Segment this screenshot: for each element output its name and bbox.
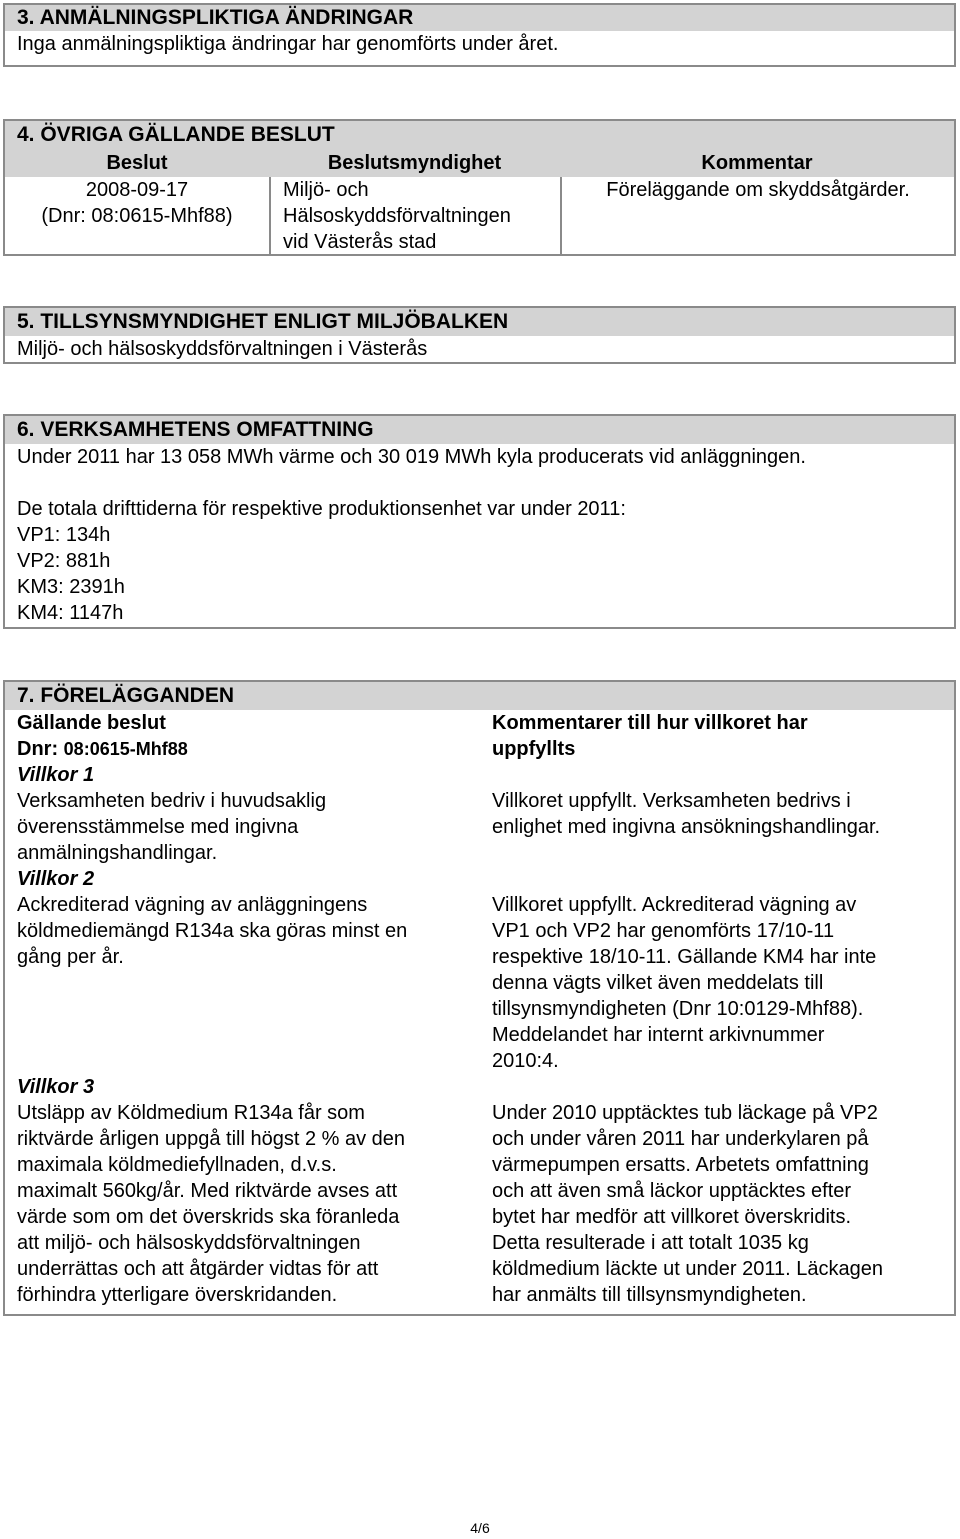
page-number: 4/6 (470, 1520, 490, 1536)
comments-column (475, 710, 954, 1310)
villkor-1-text-2: överensstämmelse med ingivna (17, 816, 299, 838)
section-4-table-row (5, 177, 954, 254)
villkor-3-text-5: värde som om det överskrids ska föranleda (17, 1206, 400, 1228)
gallande-beslut-heading: Gällande beslut (17, 712, 166, 734)
villkor-1-text-3: anmälningshandlingar. (17, 842, 218, 864)
villkor-3-text-1: Utsläpp av Köldmedium R134a får som (17, 1102, 365, 1124)
myndighet-line-1: Miljö- och (283, 179, 369, 201)
runtime-km3: KM3: 2391h (17, 576, 125, 598)
section-4 (3, 119, 956, 256)
beslut-date: 2008-09-17 (85, 179, 189, 201)
header-kommentar: Kommentar (701, 152, 813, 174)
villkor-2-label: Villkor 2 (17, 868, 95, 890)
section-3-title: 3. ANMÄLNINGSPLIKTIGA ÄNDRINGAR (5, 5, 954, 31)
villkor-3-comment-6: Detta resulterade i att totalt 1035 kg (492, 1232, 809, 1254)
comments-heading-2: uppfyllts (492, 738, 576, 760)
comments-heading-1: Kommentarer till hur villkoret har (492, 712, 808, 734)
villkor-3-comment-1: Under 2010 upptäcktes tub läckage på VP2 (492, 1102, 878, 1124)
header-beslut: Beslut (106, 152, 168, 174)
villkor-2-comment-7: 2010:4. (492, 1050, 559, 1072)
kommentar-text: Föreläggande om skyddsåtgärder. (606, 179, 910, 201)
villkor-2-comment-1: Villkoret uppfyllt. Ackrediterad vägning av (492, 894, 857, 916)
section-3 (3, 3, 956, 67)
villkor-3-comment-2: och under våren 2011 har underkylaren på (492, 1128, 869, 1150)
villkor-3-text-6: att miljö- och hälsoskyddsförvaltningen (17, 1232, 361, 1254)
villkor-2-comment-6: Meddelandet har internt arkivnummer (492, 1024, 825, 1046)
beslut-dnr: (Dnr: 08:0615-Mhf88) (41, 205, 233, 227)
section-4-title: 4. ÖVRIGA GÄLLANDE BESLUT (5, 121, 954, 149)
villkor-2-comment-5: tillsynsmyndigheten (Dnr 10:0129-Mhf88). (492, 998, 864, 1020)
section-4-table-header (5, 149, 954, 177)
section-5-text: Miljö- och hälsoskyddsförvaltningen i Västerås (17, 338, 428, 360)
villkor-1-comment-1: Villkoret uppfyllt. Verksamheten bedrivs i (492, 790, 851, 812)
villkor-3-comment-8: har anmälts till tillsynsmyndigheten. (492, 1284, 807, 1306)
villkor-3-text-3: maximala köldmediefyllnaden, d.v.s. (17, 1154, 337, 1176)
runtime-vp2: VP2: 881h (17, 550, 111, 572)
cell-myndighet (269, 177, 560, 254)
myndighet-line-2: Hälsoskyddsförvaltningen (283, 205, 511, 227)
villkor-3-label: Villkor 3 (17, 1076, 95, 1098)
villkor-2-text-3: gång per år. (17, 946, 124, 968)
villkor-2-text-2: köldmediemängd R134a ska göras minst en (17, 920, 408, 942)
villkor-3-text-2: riktvärde årligen uppgå till högst 2 % av den (17, 1128, 406, 1150)
villkor-3-comment-5: bytet har medför att villkoret överskridits. (492, 1206, 852, 1228)
villkor-2-comment-2: VP1 och VP2 har genomförts 17/10-11 (492, 920, 835, 942)
section-6 (3, 414, 956, 629)
section-6-production: Under 2011 har 13 058 MWh värme och 30 019 MWh kyla producerats vid anläggningen. (17, 446, 806, 468)
villkor-2-text-1: Ackrediterad vägning av anläggningens (17, 894, 368, 916)
dnr-line (17, 736, 475, 762)
villkor-3-comment-3: värmepumpen ersatts. Arbetets omfattning (492, 1154, 869, 1176)
villkor-1-comment-2: enlighet med ingivna ansökningshandlingar. (492, 816, 881, 838)
villkor-3-comment-4: och att även små läckor upptäcktes efter (492, 1180, 852, 1202)
villkor-3-text-7: underrättas och att åtgärder vidtas för att (17, 1258, 379, 1280)
villkor-3-text-8: förhindra ytterligare överskridanden. (17, 1284, 338, 1306)
dnr-value: 08:0615-Mhf88 (63, 739, 188, 759)
header-beslutsmyndighet: Beslutsmyndighet (327, 152, 502, 174)
section-7-body (5, 710, 954, 1310)
runtime-km4: KM4: 1147h (17, 602, 124, 624)
section-7-title: 7. FÖRELÄGGANDEN (5, 682, 954, 710)
section-7 (3, 680, 956, 1316)
section-6-runtime-intro: De totala drifttiderna för respektive produktionsenhet var under 2011: (17, 498, 626, 520)
villkor-2-comment-3: respektive 18/10-11. Gällande KM4 har inte (492, 946, 877, 968)
section-5 (3, 306, 956, 364)
section-3-text: Inga anmälningspliktiga ändringar har genomförts under året. (17, 33, 559, 55)
section-5-title: 5. TILLSYNSMYNDIGHET ENLIGT MILJÖBALKEN (5, 308, 954, 336)
conditions-column (5, 710, 475, 1310)
villkor-3-comment-7: köldmedium läckte ut under 2011. Läckagen (492, 1258, 883, 1280)
cell-beslut (5, 177, 269, 254)
runtime-vp1: VP1: 134h (17, 524, 111, 546)
section-6-title: 6. VERKSAMHETENS OMFATTNING (5, 416, 954, 444)
cell-kommentar (560, 177, 954, 254)
villkor-1-text-1: Verksamheten bedriv i huvudsaklig (17, 790, 327, 812)
myndighet-line-3: vid Västerås stad (283, 231, 437, 253)
villkor-3-text-4: maximalt 560kg/år. Med riktvärde avses att (17, 1180, 398, 1202)
dnr-label: Dnr: (17, 738, 64, 760)
villkor-2-comment-4: denna vägts vilket även meddelats till (492, 972, 824, 994)
villkor-1-label: Villkor 1 (17, 764, 95, 786)
